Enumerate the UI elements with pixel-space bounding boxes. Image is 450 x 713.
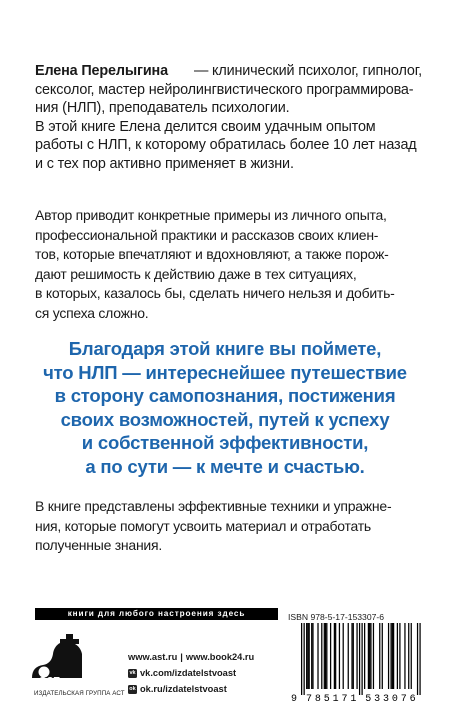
paragraph-line: профессиональной практики и рассказов своих клиен- <box>35 226 379 243</box>
barcode-bar <box>382 623 383 689</box>
barcode-bar <box>368 623 369 689</box>
bio-line: и с тех пор активно применяет в жизни. <box>35 155 294 172</box>
bio-line: сексолог, мастер нейролингвистического программирова- <box>35 81 414 98</box>
bio-line: В этой книге Елена делится своим удачным опытом <box>35 118 376 135</box>
barcode-bar <box>348 623 349 689</box>
publisher-label: ИЗДАТЕЛЬСКАЯ ГРУППА АСТ <box>34 690 125 697</box>
barcode-bar <box>339 623 340 689</box>
paragraph-line: Автор приводит конкретные примеры из личного опыта, <box>35 207 387 223</box>
barcode-digits-right: 533076 <box>365 694 416 705</box>
barcode-bar <box>419 623 420 695</box>
paragraph-line: В книге представлены эффективные техники и упражне- <box>35 498 392 514</box>
barcode-bar <box>343 623 344 689</box>
vk-icon: vk <box>129 669 136 676</box>
quote-line: в сторону самопознания, постижения <box>54 385 396 407</box>
bio-line: работы с НЛП, к которому обратилась более 10 лет назад <box>35 137 417 154</box>
quote-line: и собственной эффективности, <box>81 432 369 454</box>
barcode-bar <box>321 623 322 689</box>
barcode-bar <box>370 623 371 689</box>
barcode-bar <box>379 623 380 689</box>
barcode-bar <box>364 623 365 689</box>
barcode-bar <box>351 623 352 689</box>
exercise-paragraph <box>35 497 425 556</box>
barcode-bar <box>304 623 305 695</box>
barcode-bar <box>356 623 357 689</box>
quote-line: Благодаря этой книге вы поймете, <box>68 338 382 359</box>
bio-text: — клинический психолог, гипнолог, <box>193 63 422 79</box>
logo-text: аст <box>39 672 60 687</box>
barcode-bar <box>408 623 409 689</box>
link-separator: | <box>180 652 183 662</box>
paragraph-line: в которых, казалось бы, сделать ничего нельзя и добить- <box>35 285 395 301</box>
author-name: Елена Перелыгина <box>35 63 168 79</box>
barcode-bar <box>361 623 362 695</box>
barcode-bar <box>388 623 389 689</box>
ok-icon: ok <box>129 685 136 692</box>
ast-logo <box>30 630 88 688</box>
highlight-quote <box>20 337 430 479</box>
barcode-digits-left: 785171 <box>306 694 357 705</box>
author-bio <box>35 62 425 174</box>
barcode-bar <box>307 623 308 689</box>
barcode-bar <box>393 623 394 689</box>
barcode-bar <box>301 623 302 695</box>
bio-line: ния (НЛП), преподаватель психологии. <box>35 100 290 117</box>
vk-link[interactable]: vk.com/izdatelstvoast <box>140 668 237 678</box>
ok-row <box>128 681 268 697</box>
barcode-bar <box>335 623 336 689</box>
barcode-bar <box>404 623 405 689</box>
barcode-bar <box>417 623 418 695</box>
barcode-bar <box>390 623 391 689</box>
isbn-label: ISBN 978-5-17-153307-6 <box>288 612 385 622</box>
barcode-bar <box>326 623 327 689</box>
barcode-bar <box>306 623 307 689</box>
paragraph-line: полученные знания. <box>35 537 162 553</box>
paragraph-line: ся успеха сложно. <box>35 304 149 321</box>
publisher-links <box>128 649 268 697</box>
author-paragraph <box>35 206 425 323</box>
website-row <box>128 649 268 665</box>
bio-line <box>35 62 425 81</box>
quote-line: что НЛП — интереснейшее путешествие <box>43 361 407 383</box>
barcode-bar <box>353 623 354 689</box>
barcode-bar <box>311 623 312 689</box>
barcode-bar <box>334 623 335 689</box>
barcode-bar <box>359 623 360 695</box>
website-link-ast[interactable]: www.ast.ru <box>128 652 178 662</box>
tagline-bar: книги для любого настроения здесь <box>35 608 278 620</box>
barcode-bar <box>324 623 325 689</box>
paragraph-line: ния, которые помогут усвоить материал и отработать <box>35 517 371 534</box>
barcode-bar <box>392 623 393 689</box>
barcode-bar <box>325 623 326 689</box>
website-link-book24[interactable]: www.book24.ru <box>185 652 255 662</box>
barcode-bar <box>369 623 370 689</box>
quote-line: а по сути — к мечте и счастью. <box>85 455 365 477</box>
vk-row <box>128 665 268 681</box>
barcode-bar <box>312 623 313 689</box>
barcode-digit-first: 9 <box>291 694 298 705</box>
barcode-bar <box>399 623 400 689</box>
paragraph-line: дают решимость к действию даже в тех ситуациях, <box>35 265 357 282</box>
isbn-barcode <box>287 623 427 705</box>
barcode-bar <box>397 623 398 689</box>
barcode-bar <box>317 623 318 689</box>
barcode-bar <box>330 623 331 689</box>
ok-link[interactable]: ok.ru/izdatelstvoast <box>140 684 227 694</box>
barcode-bar <box>373 623 374 689</box>
quote-line: своих возможностей, путей к успеху <box>60 408 390 430</box>
paragraph-line: тов, которые впечатляют и вдохновляют, а также порож- <box>35 246 389 262</box>
barcode-bar <box>309 623 310 689</box>
barcode-bar <box>411 623 412 689</box>
